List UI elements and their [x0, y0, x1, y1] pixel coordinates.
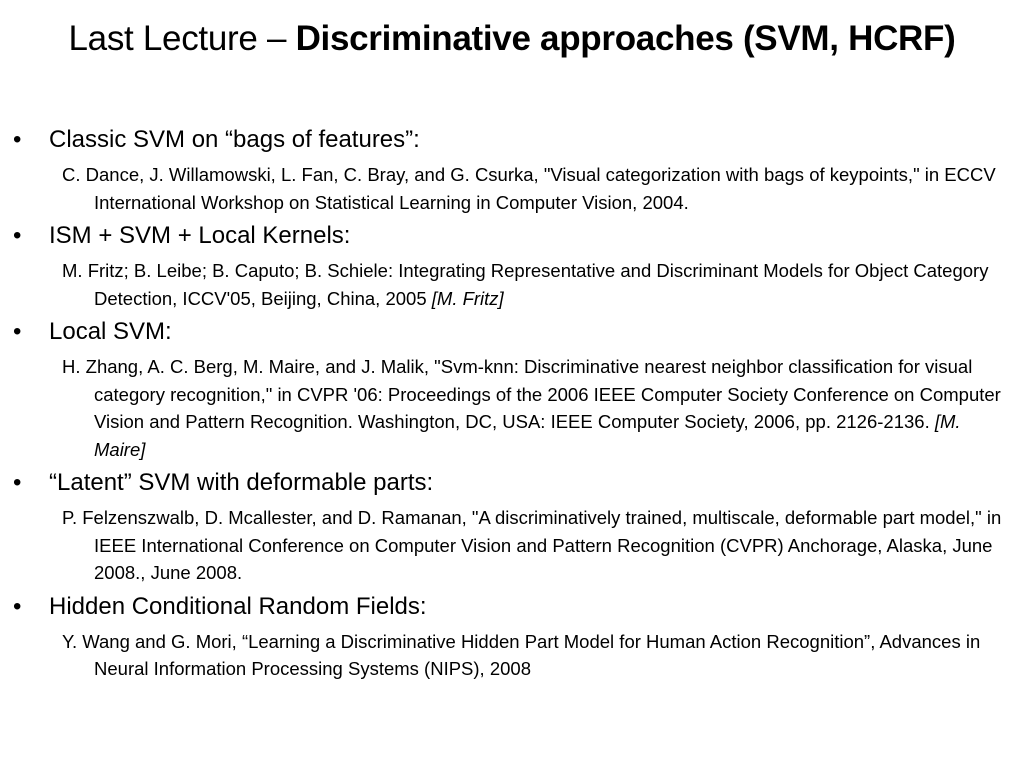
reference-note: [M. Maire]	[94, 411, 961, 460]
bullet-text: “Latent” SVM with deformable parts:	[49, 469, 434, 496]
title-prefix: Last Lecture –	[68, 19, 296, 58]
bullet-icon: •	[13, 318, 22, 345]
reference-note: [M. Fritz]	[431, 287, 504, 309]
reference-text	[62, 353, 1012, 463]
title-bold: Discriminative approaches (SVM, HCRF)	[295, 19, 956, 58]
bullet-text: Local SVM:	[49, 318, 172, 345]
bullet-heading	[0, 221, 1024, 251]
reference-body: M. Fritz; B. Leibe; B. Caputo; B. Schiele: Integrating Representative and Discriminant Models for Object Category Detection, ICCV'05, Beijing, China, 2005	[62, 260, 989, 309]
reference-text	[62, 161, 1012, 216]
reference-text	[62, 504, 1012, 587]
reference-body: Y. Wang and G. Mori, “Learning a Discriminative Hidden Part Model for Human Action Recognition”, Advances in Neural Information Processing Systems (NIPS), 2008	[62, 630, 981, 679]
reference-body: C. Dance, J. Willamowski, L. Fan, C. Bray, and G. Csurka, "Visual categorization with bags of keypoints," in ECCV International Workshop on Statistical Learning in Computer Vision, 2004.	[62, 164, 996, 213]
reference-body: H. Zhang, A. C. Berg, M. Maire, and J. Malik, "Svm-knn: Discriminative nearest neighbor classification for visual category recognition," in CVPR '06: Proceedings of the 2006 IEEE Computer Society Conference on Computer Vision and Pattern Recognition. Washington, DC, USA: IEEE Computer Society, 2006, pp. 2126-2136.	[62, 356, 1001, 432]
bullet-heading	[0, 317, 1024, 347]
bullet-heading	[0, 468, 1024, 498]
reference-text	[62, 257, 1012, 312]
bullet-text: Classic SVM on “bags of features”:	[49, 126, 420, 153]
reference-body: P. Felzenszwalb, D. Mcallester, and D. Ramanan, "A discriminatively trained, multiscale, deformable part model," in IEEE International Conference on Computer Vision and Pattern Recognition (CVPR) Anchorage, Alaska, June 2008., June 2008.	[62, 507, 1002, 583]
bullet-text: Hidden Conditional Random Fields:	[49, 592, 427, 620]
bullet-text: ISM + SVM + Local Kernels:	[49, 222, 351, 249]
bullet-heading	[0, 592, 1024, 622]
bullet-icon: •	[13, 592, 22, 620]
reference-text	[62, 628, 1012, 683]
slide-content	[0, 125, 1024, 688]
slide-title	[40, 16, 984, 62]
bullet-icon: •	[13, 126, 22, 153]
bullet-icon: •	[13, 469, 22, 496]
bullet-heading	[0, 125, 1024, 155]
bullet-icon: •	[13, 222, 22, 249]
